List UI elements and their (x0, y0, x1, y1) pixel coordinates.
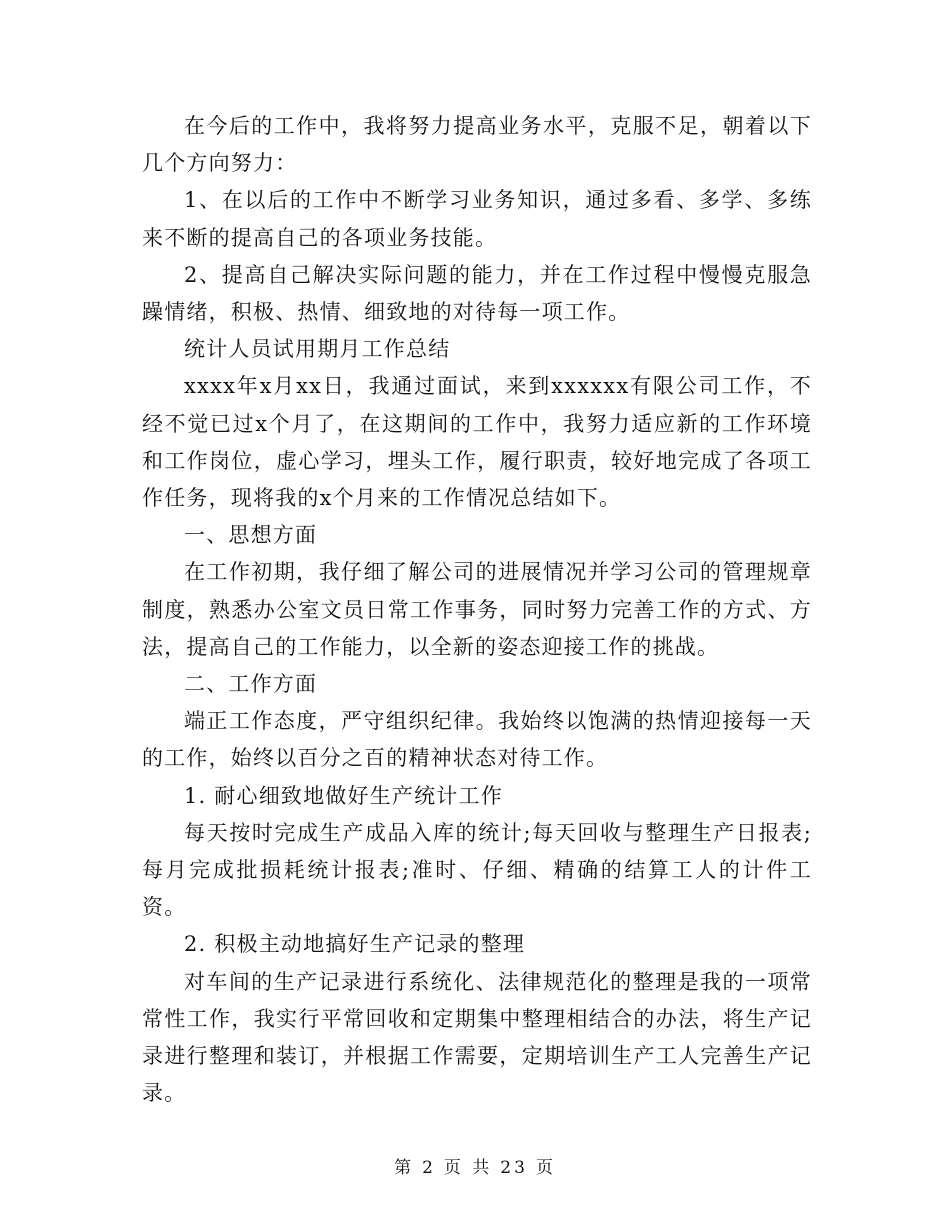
paragraph-7: 在工作初期，我仔细了解公司的进展情况并学习公司的管理规章制度，熟悉办公室文员日常工作事务，同时努力完善工作的方式、方法，提高自己的工作能力，以全新的姿态迎接工作的挑战。 (142, 560, 812, 659)
page-prefix: 第 (394, 1158, 415, 1178)
total-pages-number: 23 (500, 1158, 528, 1178)
paragraph-3: 2、提高自己解决实际问题的能力，并在工作过程中慢慢克服急躁情绪，积极、热情、细致地的对待每一项工作。 (142, 262, 812, 325)
paragraph-5: xxxx年x月xx日，我通过面试，来到xxxxxx有限公司工作，不经不觉已过x个月了，在这期间的工作中，我努力适应新的工作环境和工作岗位，虚心学习，埋头工作，履行职责，较好地完成了各项工作任务，现将我的x个月来的工作情况总结如下。 (142, 374, 812, 511)
paragraph-13: 对车间的生产记录进行系统化、法律规范化的整理是我的一项常常性工作，我实行平常回收和定期集中整理相结合的办法，将生产记录进行整理和装订，并根据工作需要，定期培训生产工人完善生产记录。 (142, 969, 812, 1106)
document-body (142, 108, 812, 1112)
paragraph-1: 在今后的工作中，我将努力提高业务水平，克服不足，朝着以下几个方向努力： (142, 114, 812, 176)
subheading-records: 2. 积极主动地搞好生产记录的整理 (184, 932, 526, 957)
page-middle: 页 共 (443, 1158, 493, 1178)
heading-thought: 一、思想方面 (184, 523, 318, 548)
page-footer (0, 1153, 950, 1178)
paragraph-9: 端正工作态度，严守组织纪律。我始终以饱满的热情迎接每一天的工作，始终以百分之百的精神状态对待工作。 (142, 709, 812, 771)
heading-work: 二、工作方面 (184, 672, 318, 697)
paragraph-11: 每天按时完成生产成品入库的统计;每天回收与整理生产日报表;每月完成批损耗统计报表;准时、仔细、精确的结算工人的计件工资。 (142, 820, 812, 920)
paragraph-2: 1、在以后的工作中不断学习业务知识，通过多看、多学、多练来不断的提高自己的各项业务技能。 (142, 188, 812, 250)
section-title: 统计人员试用期月工作总结 (184, 337, 451, 362)
subheading-statistics: 1. 耐心细致地做好生产统计工作 (184, 783, 503, 808)
page-suffix: 页 (535, 1158, 556, 1178)
current-page-number: 2 (422, 1158, 436, 1178)
